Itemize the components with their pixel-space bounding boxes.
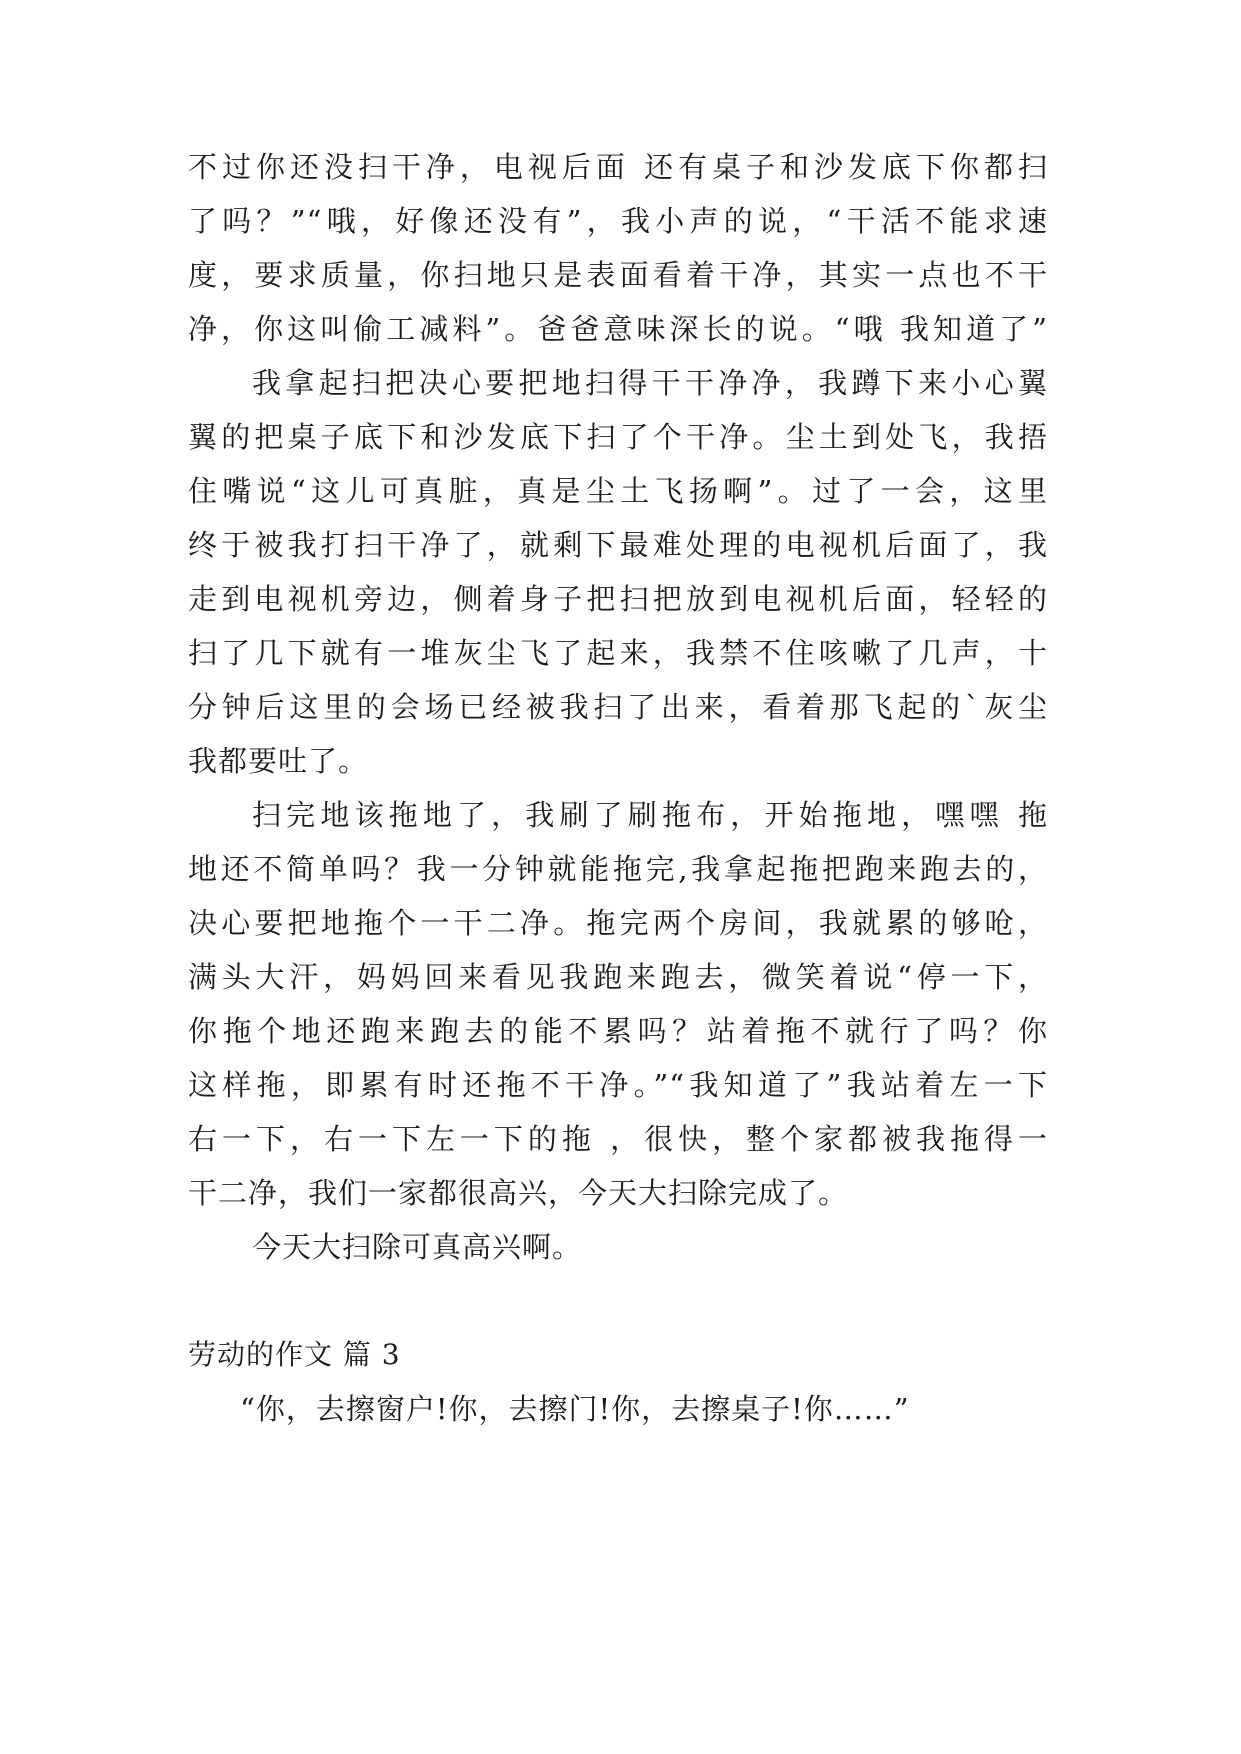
- section-heading: 劳动的作文 篇 3: [188, 1338, 401, 1371]
- text-line: “你，去擦窗户!你，去擦门!你，去擦桌子!你……”: [240, 1392, 910, 1426]
- text-line: 分钟后这里的会场已经被我扫了出来，看着那飞起的`灰尘: [188, 690, 1048, 724]
- text-line: 翼的把桌子底下和沙发底下扫了个干净。尘土到处飞，我捂: [188, 420, 1048, 454]
- text-line: 度，要求质量，你扫地只是表面看着干净，其实一点也不干: [188, 258, 1048, 292]
- text-line: 走到电视机旁边，侧着身子把扫把放到电视机后面，轻轻的: [188, 582, 1048, 616]
- text-line: 净，你这叫偷工减料”。爸爸意味深长的说。“哦 我知道了”: [188, 312, 1048, 346]
- text-line: 住嘴说“这儿可真脏，真是尘土飞扬啊”。过了一会，这里: [188, 474, 1048, 508]
- text-line: 扫完地该拖地了，我刷了刷拖布，开始拖地，嘿嘿 拖: [252, 798, 1048, 832]
- text-line: 今天大扫除可真高兴啊。: [252, 1230, 583, 1264]
- text-line: 我拿起扫把决心要把地扫得干干净净，我蹲下来小心翼: [252, 366, 1048, 400]
- text-line: 右一下，右一下左一下的拖 ，很快，整个家都被我拖得一: [188, 1122, 1048, 1156]
- text-line: 地还不简单吗？我一分钟就能拖完,我拿起拖把跑来跑去的，: [188, 852, 1048, 886]
- text-line: 了吗？”“哦，好像还没有”，我小声的说，“干活不能求速: [188, 204, 1048, 238]
- text-line: 决心要把地拖个一干二净。拖完两个房间，我就累的够呛，: [188, 906, 1048, 940]
- text-line: 这样拖，即累有时还拖不干净。”“我知道了”我站着左一下: [188, 1068, 1048, 1102]
- text-line: 干二净，我们一家都很高兴，今天大扫除完成了。: [188, 1176, 849, 1210]
- text-line: 不过你还没扫干净，电视后面 还有桌子和沙发底下你都扫: [188, 150, 1048, 184]
- text-line: 满头大汗，妈妈回来看见我跑来跑去，微笑着说“停一下，: [188, 960, 1048, 994]
- text-line: 扫了几下就有一堆灰尘飞了起来，我禁不住咳嗽了几声，十: [188, 636, 1048, 670]
- text-line: 我都要吐了。: [188, 744, 369, 778]
- text-line: 你拖个地还跑来跑去的能不累吗？站着拖不就行了吗？你: [188, 1014, 1048, 1048]
- text-line: 终于被我打扫干净了，就剩下最难处理的电视机后面了，我: [188, 528, 1048, 562]
